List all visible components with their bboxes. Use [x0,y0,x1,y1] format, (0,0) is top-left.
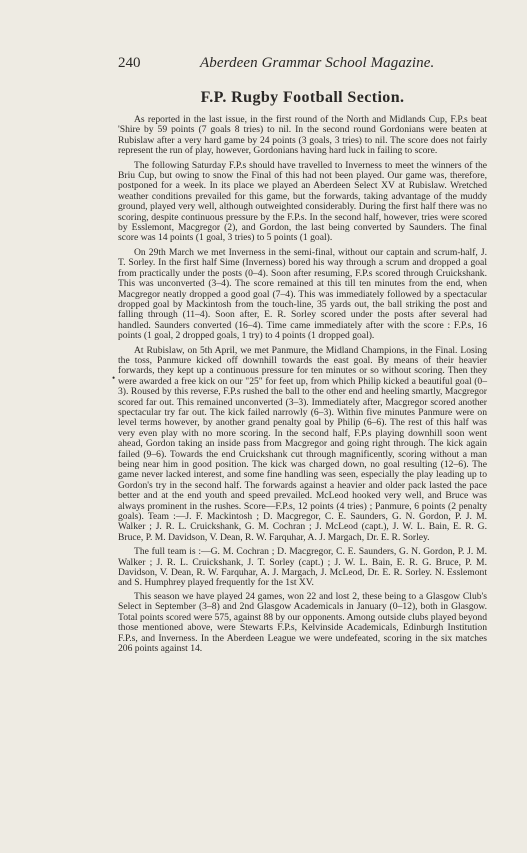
paragraph-full-team: The full team is :—G. M. Cochran ; D. Macgregor, C. E. Saunders, G. N. Gordon, P. J. M. Walker ; J. R. L. Cruickshank, J. T. Sorley (capt.) ; J. W. L. Bain, E. R. G. Bruce, P. M. Davidson, V. Dean, R. W. Farquhar, A. J. Margach, J. McLeod, Dr. E. R. Sorley. N. Esslemont and S. Humphrey played frequently for the 1st XV. [118,546,487,589]
page-number: 240 [118,55,141,71]
section-title: F.P. Rugby Football Section. [200,89,405,106]
article-body [118,115,487,654]
paragraph-cup-rounds: As reported in the last issue, in the first round of the North and Midlands Cup, F.P.s beat 'Shire by 59 points (7 goals 8 tries) to nil. In the second round Gordonians were beaten at Rubislaw after a very hard game by 24 points (3 goals, 3 tries) to nil. The score does not fairly represent the run of play, however, Gordonians having hard luck in failing to score. [118,114,487,157]
running-head [118,55,487,79]
paragraph-season-summary: This season we have played 24 games, won 22 and lost 2, these being to a Glasgow Club's Select in September (3–8) and 2nd Glasgow Academicals in January (0–12), both in Glasgow. Total points scored were 575, against 88 by our opponents. Among outside clubs played beyond those mentioned above, were Stewarts F.P.s, Kelvinside Academicals, Edinburgh Institution F.P.s, and Inverness. In the Aberdeen League we were undefeated, scoring in the six matches 206 points against 14. [118,590,487,654]
margin-mark: • [112,373,116,383]
paragraph-semi-final: On 29th March we met Inverness in the semi-final, without our captain and scrum-half, J. T. Sorley. In the first half Sime (Inverness) bored his way through a scrum and dropped a goal from practically under the posts (0–4). Soon after resuming, F.P.s scored through Cruickshank. This was unconverted (3–4). The score remained at this till ten minutes from the end, when Macgregor neatly dropped a good goal (7–4). This was immediately followed by a spectacular dropped goal by Mackintosh from the touch-line, 35 yards out, the ball striking the post and falling through (11–4). Soon after, E. R. Sorley scored under the posts after several had handled. Saunders converted (16–4). Time came immediately after with the score : F.P.s, 16 points (1 goal, 2 dropped goals, 1 try) to 4 points (1 dropped goal). [118,246,487,342]
paragraph-aberdeen-select: The following Saturday F.P.s should have travelled to Inverness to meet the winners of the Briu Cup, but owing to snow the Final of this had not been played. Our game was, therefore, postponed for a week. In its place we played an Aberdeen Select XV at Rubislaw. Wretched weather conditions prevailed for this game, but the forwards, taking advantage of the muddy ground, played very well, although outweighted considerably. During the first half there was no scoring, despite continuous pressure by the F.P.s. In the second half, however, tries were scored by Esslemont, Macgregor (2), and Gordon, the last being converted by Saunders. The final score was 14 points (1 goal, 3 tries) to 5 points (1 goal). [118,159,487,244]
running-title: Aberdeen Grammar School Magazine. [200,55,435,71]
paragraph-final: At Rubislaw, on 5th April, we met Panmure, the Midland Champions, in the Final. Losing the toss, Panmure kicked off downhill towards the east goal. By means of their heavier forwards, they kept up a continuous pressure for ten minutes or so without scoring. Then they were awarded a free kick on our "25" for feet up, from which Philip kicked a beautiful goal (0–3). Roused by this reverse, F.P.s rushed the ball to the other end and heeling smartly, Macgregor scored far out. This remained unconverted (3–3). Immediately after, Macgregor scored another spectacular try far out. The kick failed narrowly (6–3). Within five minutes Panmure were on level terms however, by another grand penalty goal by Philip (6–6). The rest of this half was very even play with no more scoring. In the second half, F.P.s playing downhill soon went ahead, Gordon taking an inside pass from Macgregor and going right through. The kick again failed (9–6). Towards the end Cruickshank cut through magnificently, scoring without a man being near him in good position. The kick was charged down, no goal resulting (12–6). The game never lacked interest, and some fine handling was seen, especially the play leading up to Gordon's try in the second half. The forwards against a heavier and older pack lasted the pace better and at the end youth and speed prevailed. McLeod hooked very well, and Bruce was always prominent in the rushes. Score—F.P.s, 12 points (4 tries) ; Panmure, 6 points (2 penalty goals). Team :—J. F. Mackintosh ; D. Macgregor, C. E. Saunders, G. N. Gordon, P. J. M. Walker ; J. R. L. Cruickshank, G. M. Cochran ; J. McLeod (capt.), J. W. L. Bain, E. R. G. Bruce, P. M. Davidson, V. Dean, R. W. Farquhar, A. J. Margach, Dr. E. R. Sorley. [118,344,487,543]
